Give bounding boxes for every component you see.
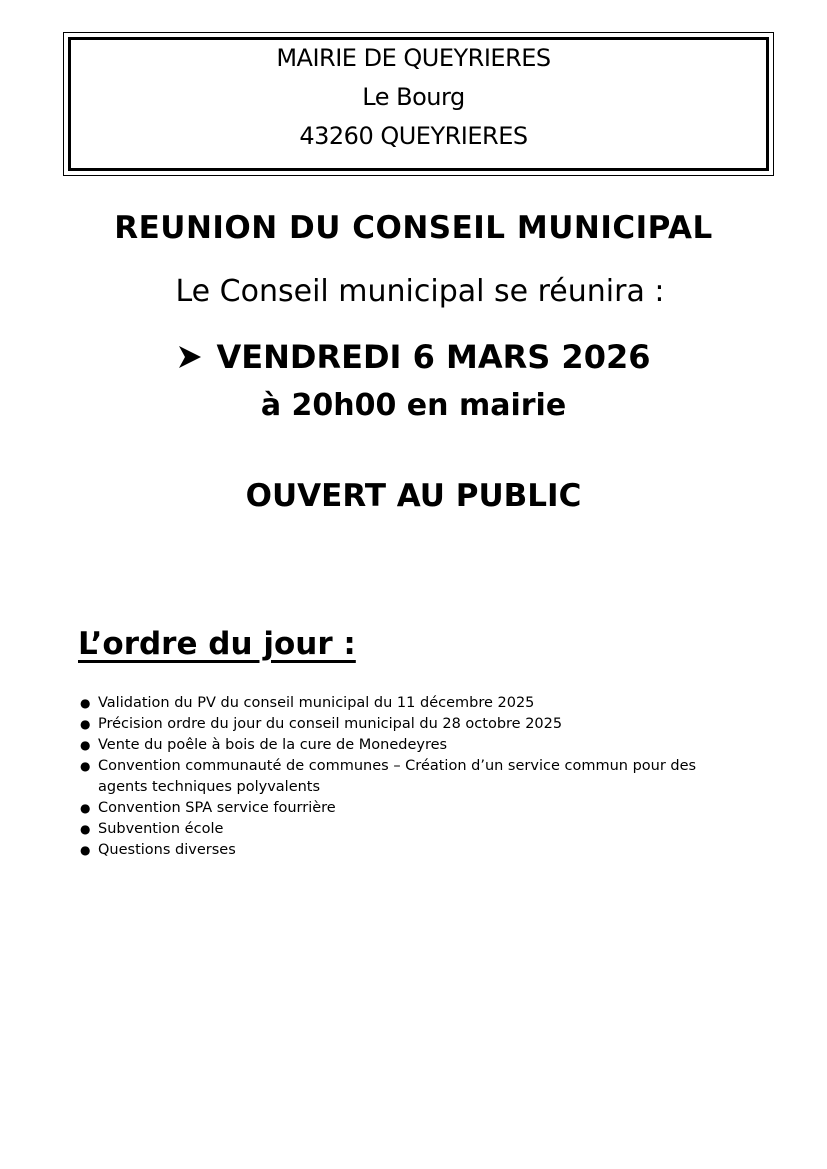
agenda-list [80, 693, 738, 861]
meeting-time-place: à 20h00 en mairie [260, 388, 567, 423]
list-item: ● Questions diverses [98, 840, 738, 861]
arrow-bullet-icon [177, 338, 203, 376]
bullet-icon: ● [80, 822, 91, 836]
list-item: ● Précision ordre du jour du conseil municipal du 28 octobre 2025 [98, 714, 738, 735]
bullet-icon: ● [80, 738, 91, 752]
bullet-icon: ● [80, 801, 91, 815]
header-town-hall: MAIRIE DE QUEYRIERES [276, 44, 551, 72]
bullet-icon: ● [80, 759, 91, 773]
page-title: REUNION DU CONSEIL MUNICIPAL [114, 210, 713, 246]
subtitle: Le Conseil municipal se réunira : [175, 274, 665, 309]
public-notice: OUVERT AU PUBLIC [245, 478, 582, 514]
bullet-icon: ● [80, 717, 91, 731]
bullet-icon: ● [80, 696, 91, 710]
bullet-icon: ● [80, 843, 91, 857]
meeting-date: VENDREDI 6 MARS 2026 [216, 338, 651, 376]
list-item: ● Convention communauté de communes – Création d’un service commun pour des agents techniques polyvalents [80, 758, 697, 795]
list-item: ● Vente du poêle à bois de la cure de Monedeyres [98, 735, 738, 756]
meeting-date-line [0, 338, 827, 376]
header-postcode-city: 43260 QUEYRIERES [299, 122, 528, 150]
list-item: ● Subvention école [98, 819, 738, 840]
list-item: ● Convention SPA service fourrière [98, 798, 738, 819]
agenda-heading: L’ordre du jour : [78, 626, 356, 662]
header-address: Le Bourg [362, 83, 465, 111]
list-item: ● Validation du PV du conseil municipal du 11 décembre 2025 [98, 693, 738, 714]
